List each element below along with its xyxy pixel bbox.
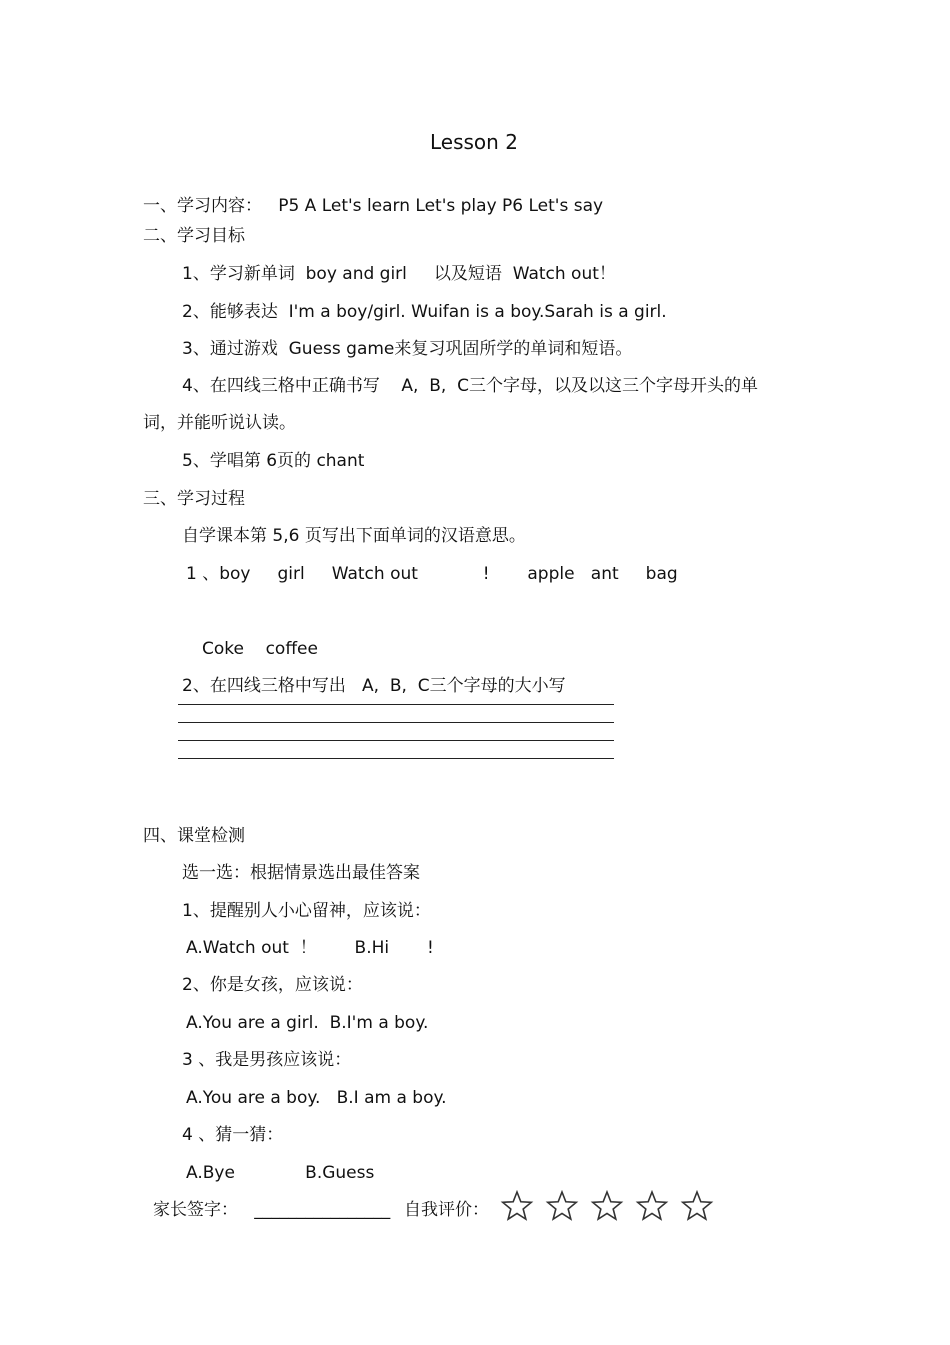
- grid-line: [178, 758, 614, 759]
- goal-3: 3、通过游戏 Guess game来复习巩固所学的单词和短语。: [182, 339, 633, 359]
- rating-stars: [500, 1190, 725, 1224]
- star-icon[interactable]: [500, 1190, 536, 1224]
- parent-signature: 家长签字： ________________: [153, 1200, 391, 1220]
- quiz-a2: A.You are a girl. B.I'm a boy.: [186, 1013, 429, 1033]
- star-icon[interactable]: [545, 1190, 581, 1224]
- section-4-heading: 四、课堂检测: [143, 826, 245, 846]
- lesson-title: Lesson 2: [430, 130, 518, 154]
- words-line-2: Coke coffee: [202, 639, 318, 659]
- quiz-q2: 2、你是女孩，应该说：: [182, 975, 363, 995]
- process-intro: 自学课本第 5,6 页写出下面单词的汉语意思。: [182, 526, 526, 546]
- section-1-content: 一、学习内容： P5 A Let's learn Let's play P6 Let's say: [143, 196, 604, 216]
- quiz-intro: 选一选：根据情景选出最佳答案: [182, 863, 420, 883]
- self-evaluation-label: 自我评价：: [404, 1200, 489, 1220]
- words-line-1: 1 、boy girl Watch out ! apple ant bag: [186, 564, 678, 584]
- goal-4-cont: 词，并能听说认读。: [143, 413, 296, 433]
- star-icon[interactable]: [635, 1190, 671, 1224]
- quiz-a4: A.Bye B.Guess: [186, 1163, 375, 1183]
- goal-1: 1、学习新单词 boy and girl 以及短语 Watch out！: [182, 264, 616, 284]
- goal-5: 5、学唱第 6页的 chant: [182, 451, 365, 471]
- grid-line: [178, 740, 614, 741]
- goal-4: 4、在四线三格中正确书写 A, B, C三个字母，以及以这三个字母开头的单: [182, 376, 759, 396]
- goal-2: 2、能够表达 I'm a boy/girl. Wuifan is a boy.Sarah is a girl.: [182, 302, 667, 322]
- grid-line: [178, 722, 614, 723]
- star-icon[interactable]: [590, 1190, 626, 1224]
- quiz-a1: A.Watch out ！ B.Hi !: [186, 938, 434, 958]
- task-2: 2、在四线三格中写出 A, B, C三个字母的大小写: [182, 676, 566, 696]
- quiz-q1: 1、提醒别人小心留神，应该说：: [182, 901, 431, 921]
- quiz-q4: 4 、猜一猜：: [182, 1125, 284, 1145]
- section-2-heading: 二、学习目标: [143, 226, 245, 246]
- quiz-q3: 3 、我是男孩应该说：: [182, 1050, 352, 1070]
- star-icon[interactable]: [680, 1190, 716, 1224]
- grid-line: [178, 704, 614, 705]
- section-3-heading: 三、学习过程: [143, 489, 245, 509]
- quiz-a3: A.You are a boy. B.I am a boy.: [186, 1088, 447, 1108]
